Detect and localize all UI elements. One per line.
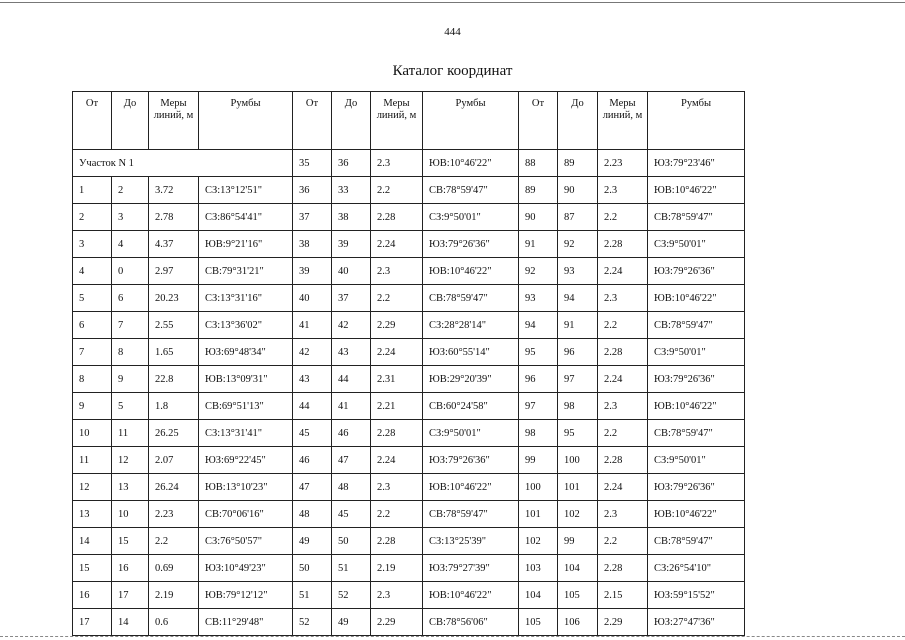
table-cell: 102 [519,528,558,555]
table-cell: СЗ:28°28'14" [423,312,519,339]
table-row [73,609,745,636]
table-cell: 14 [112,609,149,636]
table-cell: 2.3 [371,474,423,501]
table-cell: 102 [558,501,598,528]
table-cell: 2.29 [371,609,423,636]
table-cell: 2.28 [371,204,423,231]
table-cell: СЗ:9°50'01" [648,339,745,366]
table-cell: 47 [332,447,371,474]
table-cell: 17 [73,609,112,636]
table-cell: ЮЗ:79°26'36" [423,231,519,258]
table-cell: ЮВ:13°09'31" [199,366,293,393]
table-cell: ЮВ:29°20'39" [423,366,519,393]
table-cell: ЮВ:10°46'22" [648,501,745,528]
table-cell: 101 [519,501,558,528]
table-cell: 3 [112,204,149,231]
table-cell: 3 [73,231,112,258]
table-cell: 36 [293,177,332,204]
table-cell: 96 [558,339,598,366]
bottom-edge-line [0,636,905,637]
table-cell: 99 [558,528,598,555]
table-cell: ЮВ:10°46'22" [423,474,519,501]
table-cell: 97 [519,393,558,420]
table-cell: 2.28 [371,528,423,555]
table-cell: 43 [293,366,332,393]
table-cell: 40 [332,258,371,285]
table-cell: 2.15 [598,582,648,609]
table-cell: ЮВ:10°46'22" [423,258,519,285]
table-row [73,258,745,285]
table-cell: 90 [558,177,598,204]
table-cell: 2.28 [371,420,423,447]
table-cell: 2.28 [598,339,648,366]
table-cell: 2.97 [149,258,199,285]
table-cell: 20.23 [149,285,199,312]
table-row [73,501,745,528]
table-cell: 2.2 [371,285,423,312]
table-cell: ЮЗ:60°55'14" [423,339,519,366]
table-cell: СЗ:9°50'01" [648,231,745,258]
table-cell: 2.78 [149,204,199,231]
table-cell: СВ:69°51'13" [199,393,293,420]
table-cell: 49 [332,609,371,636]
table-row [73,420,745,447]
table-cell: 9 [112,366,149,393]
table-cell: 93 [519,285,558,312]
table-row [73,150,745,177]
table-cell: 2.29 [371,312,423,339]
table-row [73,231,745,258]
table-cell: 105 [558,582,598,609]
table-row [73,528,745,555]
table-cell: 40 [293,285,332,312]
table-cell: СЗ:13°25'39" [423,528,519,555]
table-cell: 37 [293,204,332,231]
table-cell: 2.3 [598,177,648,204]
table-cell: 94 [519,312,558,339]
table-cell: 11 [73,447,112,474]
table-cell: 100 [519,474,558,501]
table-cell: 2.23 [598,150,648,177]
header-to: До [112,92,149,150]
table-cell: ЮВ:10°46'22" [423,150,519,177]
table-cell: СВ:78°56'06" [423,609,519,636]
table-cell: 8 [73,366,112,393]
header-from: От [73,92,112,150]
table-row [73,555,745,582]
table-cell: 104 [558,555,598,582]
table-cell: 6 [73,312,112,339]
table-cell: 48 [293,501,332,528]
table-cell: СЗ:26°54'10" [648,555,745,582]
table-cell: 2 [73,204,112,231]
table-cell: 2.2 [149,528,199,555]
table-cell: СВ:11°29'48" [199,609,293,636]
table-row [73,312,745,339]
table-cell: 2.3 [371,258,423,285]
table-cell: 2.3 [598,393,648,420]
table-cell: 45 [332,501,371,528]
table-cell: 96 [519,366,558,393]
header-length: Меры линий, м [371,92,423,150]
table-cell: 2.2 [371,177,423,204]
table-cell: 41 [332,393,371,420]
table-cell: ЮВ:10°46'22" [648,393,745,420]
table-cell: 104 [519,582,558,609]
table-cell: 98 [519,420,558,447]
table-row [73,393,745,420]
table-cell: 47 [293,474,332,501]
table-cell: 39 [293,258,332,285]
table-cell: СВ:78°59'47" [648,204,745,231]
table-cell: 4.37 [149,231,199,258]
table-row [73,474,745,501]
table-cell: ЮЗ:10°49'23" [199,555,293,582]
table-row [73,582,745,609]
table-cell: 49 [293,528,332,555]
table-cell: 97 [558,366,598,393]
table-cell: ЮВ:10°46'22" [423,582,519,609]
table-cell: 17 [112,582,149,609]
table-cell: 33 [332,177,371,204]
table-cell: 2.3 [371,582,423,609]
table-cell: 10 [112,501,149,528]
header-bearing: Румбы [648,92,745,150]
table-cell: 98 [558,393,598,420]
table-cell: СЗ:13°31'16" [199,285,293,312]
table-cell: 3.72 [149,177,199,204]
table-cell: 35 [293,150,332,177]
table-row [73,366,745,393]
table-cell: 44 [293,393,332,420]
table-cell: 1.65 [149,339,199,366]
table-cell: ЮЗ:79°26'36" [423,447,519,474]
table-cell: 2.28 [598,231,648,258]
table-cell: 7 [112,312,149,339]
table-cell: 50 [293,555,332,582]
header-to: До [558,92,598,150]
table-cell: 10 [73,420,112,447]
table-cell: 15 [73,555,112,582]
table-cell: 2.24 [371,447,423,474]
table-cell: 2.3 [598,501,648,528]
table-cell: 0.69 [149,555,199,582]
top-edge-line [0,2,905,3]
table-cell: 2.3 [371,150,423,177]
table-cell: СВ:78°59'47" [423,501,519,528]
table-cell: 2.19 [149,582,199,609]
table-cell: ЮВ:9°21'16" [199,231,293,258]
table-cell: 2.24 [598,474,648,501]
table-cell: 2.2 [598,528,648,555]
page-title: Каталог координат [392,63,513,79]
table-cell: ЮЗ:79°27'39" [423,555,519,582]
table-cell: 101 [558,474,598,501]
table-row [73,177,745,204]
table-cell: 52 [293,609,332,636]
table-cell: 89 [558,150,598,177]
header-from: От [519,92,558,150]
table-cell: СВ:78°59'47" [648,420,745,447]
table-cell: 2.24 [371,339,423,366]
table-cell: СЗ:13°36'02" [199,312,293,339]
table-cell: 4 [112,231,149,258]
table-cell: 2.28 [598,555,648,582]
table-cell: 2.55 [149,312,199,339]
table-row [73,447,745,474]
table-cell: 44 [332,366,371,393]
table-cell: 46 [293,447,332,474]
table-cell: 42 [293,339,332,366]
table-cell: 91 [558,312,598,339]
table-cell: СЗ:9°50'01" [648,447,745,474]
table-cell: ЮВ:13°10'23" [199,474,293,501]
table-cell: СЗ:13°12'51" [199,177,293,204]
table-cell: 16 [73,582,112,609]
table-cell: ЮЗ:79°26'36" [648,366,745,393]
table-cell: СВ:79°31'21" [199,258,293,285]
table-cell: 0.6 [149,609,199,636]
table-cell: 2.19 [371,555,423,582]
table-cell: СВ:78°59'47" [648,528,745,555]
table-cell: 2.3 [598,285,648,312]
header-length: Меры линий, м [149,92,199,150]
table-cell: 8 [112,339,149,366]
table-cell: ЮЗ:69°48'34" [199,339,293,366]
table-cell: 38 [293,231,332,258]
table-row [73,285,745,312]
table-cell: СВ:78°59'47" [648,312,745,339]
header-row [73,92,745,150]
table-cell: 5 [112,393,149,420]
table-cell: 103 [519,555,558,582]
table-row [73,204,745,231]
table-cell: СВ:70°06'16" [199,501,293,528]
table-cell: СЗ:13°31'41" [199,420,293,447]
table-cell: 2.2 [598,312,648,339]
table-cell: 2.2 [598,420,648,447]
table-cell: 22.8 [149,366,199,393]
table-cell: 1 [73,177,112,204]
table-cell: 51 [293,582,332,609]
table-cell: ЮЗ:79°23'46" [648,150,745,177]
table-cell: 88 [519,150,558,177]
table-cell: 95 [558,420,598,447]
table-cell: 50 [332,528,371,555]
table-cell: 38 [332,204,371,231]
table-cell: СВ:78°59'47" [423,177,519,204]
table-cell: 12 [73,474,112,501]
table-cell: 45 [293,420,332,447]
table-cell: 92 [558,231,598,258]
table-cell: 9 [73,393,112,420]
table-cell: ЮЗ:69°22'45" [199,447,293,474]
table-cell: 13 [73,501,112,528]
table-cell: 2.23 [149,501,199,528]
table-cell: 37 [332,285,371,312]
table-cell: 41 [293,312,332,339]
table-cell: 26.25 [149,420,199,447]
table-cell: СВ:78°59'47" [423,285,519,312]
table-cell: 2.24 [371,231,423,258]
table-cell: СЗ:86°54'41" [199,204,293,231]
table-cell: 89 [519,177,558,204]
table-cell: СВ:60°24'58" [423,393,519,420]
section-label: Участок N 1 [73,150,293,177]
header-bearing: Румбы [199,92,293,150]
table-cell: 2.31 [371,366,423,393]
table-cell: 87 [558,204,598,231]
table-cell: 11 [112,420,149,447]
table-cell: 48 [332,474,371,501]
table-cell: 6 [112,285,149,312]
table-cell: 13 [112,474,149,501]
table-cell: ЮЗ:79°26'36" [648,258,745,285]
table-cell: 2 [112,177,149,204]
coordinate-catalog-table [72,91,745,636]
header-bearing: Румбы [423,92,519,150]
table-cell: 92 [519,258,558,285]
table-row [73,339,745,366]
table-cell: 2.24 [598,366,648,393]
table-cell: 99 [519,447,558,474]
table-cell: ЮЗ:59°15'52" [648,582,745,609]
table-cell: 2.2 [598,204,648,231]
table-cell: 2.29 [598,609,648,636]
table-cell: 7 [73,339,112,366]
table-cell: СЗ:9°50'01" [423,204,519,231]
table-cell: 15 [112,528,149,555]
table-cell: 16 [112,555,149,582]
header-length: Меры линий, м [598,92,648,150]
table-cell: 2.07 [149,447,199,474]
table-cell: 42 [332,312,371,339]
table-cell: СЗ:9°50'01" [423,420,519,447]
table-cell: 105 [519,609,558,636]
table-cell: 93 [558,258,598,285]
table-cell: 100 [558,447,598,474]
table-cell: 0 [112,258,149,285]
header-from: От [293,92,332,150]
page-number: 444 [444,26,461,38]
table-cell: ЮЗ:79°26'36" [648,474,745,501]
table-cell: 36 [332,150,371,177]
table-cell: 94 [558,285,598,312]
table-cell: 2.2 [371,501,423,528]
table-cell: 4 [73,258,112,285]
table-cell: 12 [112,447,149,474]
table-cell: 46 [332,420,371,447]
table-cell: ЮВ:10°46'22" [648,285,745,312]
table-cell: 5 [73,285,112,312]
table-cell: 39 [332,231,371,258]
table-cell: 51 [332,555,371,582]
table-cell: 95 [519,339,558,366]
table-cell: 14 [73,528,112,555]
table-cell: СЗ:76°50'57" [199,528,293,555]
table-cell: 2.24 [598,258,648,285]
table-cell: ЮЗ:27°47'36" [648,609,745,636]
table-cell: 52 [332,582,371,609]
table-cell: 106 [558,609,598,636]
table-cell: 26.24 [149,474,199,501]
table-cell: 1.8 [149,393,199,420]
table-cell: ЮВ:10°46'22" [648,177,745,204]
table-cell: 2.28 [598,447,648,474]
table-cell: ЮВ:79°12'12" [199,582,293,609]
header-to: До [332,92,371,150]
table-cell: 90 [519,204,558,231]
table-cell: 2.21 [371,393,423,420]
table-cell: 43 [332,339,371,366]
table-cell: 91 [519,231,558,258]
